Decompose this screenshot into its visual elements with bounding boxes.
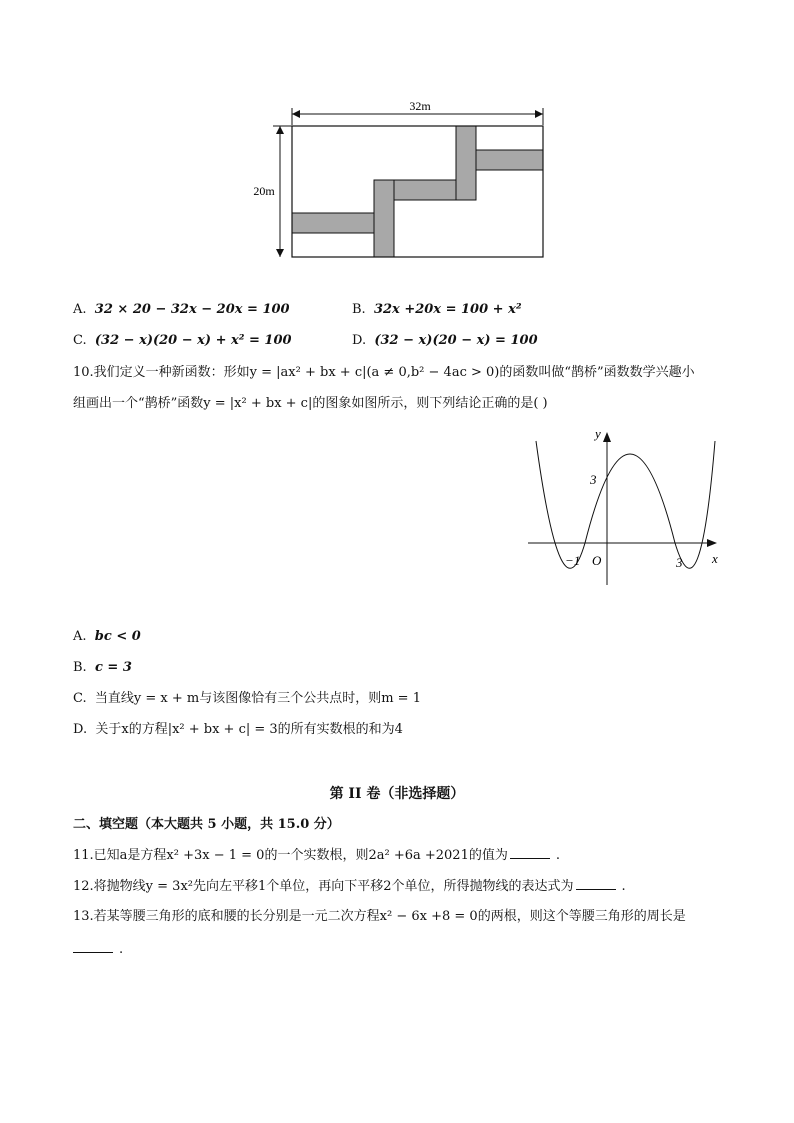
graph-right-branch [675,441,715,568]
width-arrow-right [535,110,543,118]
height-arrow-bottom [276,249,284,257]
height-arrow-top [276,126,284,134]
x-value-3-label: 3 [676,555,683,570]
q9-option-a-text: 32 × 20 − 32x − 20x = 100 [94,302,290,317]
q13-answer-blank[interactable] [73,940,113,953]
height-label: 20m [253,184,275,198]
q10-option-c-text: 当直线y = x + m与该图像恰有三个公共点时，则m = 1 [94,691,421,706]
rectangle-path-figure [240,95,560,265]
q9-option-d-text: (32 − x)(20 − x) = 100 [374,333,538,348]
q9-option-d[interactable]: D. (32 − x)(20 − x) = 100 [352,333,538,348]
q12-text: 12.将抛物线y = 3x²先向左平移1个单位，再向下平移2个单位，所得抛物线的表达式为 [73,879,574,894]
graph-left-branch [536,441,585,568]
q9-option-b[interactable]: B. 32x +20x = 100 + x² [352,302,522,317]
y-value-3-label: 3 [590,472,597,487]
q11-answer-blank[interactable] [510,846,550,859]
q12-answer-blank[interactable] [576,877,616,890]
width-label: 32m [409,99,431,113]
q9-option-b-text: 32x +20x = 100 + x² [373,302,522,317]
q13-line1: 13.若某等腰三角形的底和腰的长分别是一元二次方程x² − 6x +8 = 0的两根，则这个等腰三角形的周长是 [73,909,686,924]
section-2-title: 第 II 卷（非选择题） [329,786,465,802]
q9-option-a[interactable]: A. 32 × 20 − 32x − 20x = 100 [73,302,290,317]
q9-option-c-text: (32 − x)(20 − x) + x² = 100 [94,333,292,348]
q10-option-b[interactable]: B. c = 3 [73,660,132,675]
q10-option-a-text: bc < 0 [94,629,141,644]
y-axis-label: y [595,426,601,441]
q10-option-c[interactable]: C. 当直线y = x + m与该图像恰有三个公共点时，则m = 1 [73,691,421,706]
q10-option-d-text: 关于x的方程|x² + bx + c| = 3的所有实数根的和为4 [95,722,403,737]
q10-option-b-text: c = 3 [94,660,132,675]
queqiao-function-graph [520,420,730,590]
q10-option-a[interactable]: A. bc < 0 [73,629,141,644]
origin-label: O [592,553,602,568]
q12: 12.将抛物线y = 3x²先向左平移1个单位，再向下平移2个单位，所得抛物线的表达式为 . [73,879,626,894]
q10-stem-line2: 组画出一个“鹊桥”函数y = |x² + bx + c|的图象如图所示，则下列结论正确的是( ) [73,396,548,411]
q9-option-c[interactable]: C. (32 − x)(20 − x) + x² = 100 [73,333,292,348]
graph-middle-arch [585,454,675,543]
q10-stem-line1: 10.我们定义一种新函数：形如y = |ax² + bx + c|(a ≠ 0,b² − 4ac > 0)的函数叫做“鹊桥”函数数学兴趣小 [73,365,695,380]
road-strips [292,126,543,257]
q10-option-d[interactable]: D. 关于x的方程|x² + bx + c| = 3的所有实数根的和为4 [73,722,403,737]
x-axis-label: x [712,551,718,566]
fill-blank-header: 二、填空题（本大题共 5 小题，共 15.0 分） [73,817,340,832]
width-arrow-left [292,110,300,118]
q11: 11.已知a是方程x² +3x − 1 = 0的一个实数根，则2a² +6a +2021的值为 . [73,848,560,863]
x-value-neg1-label: −1 [565,553,581,568]
q13-line2: . [73,940,123,959]
q11-text: 11.已知a是方程x² +3x − 1 = 0的一个实数根，则2a² +6a +2021的值为 [73,848,508,863]
